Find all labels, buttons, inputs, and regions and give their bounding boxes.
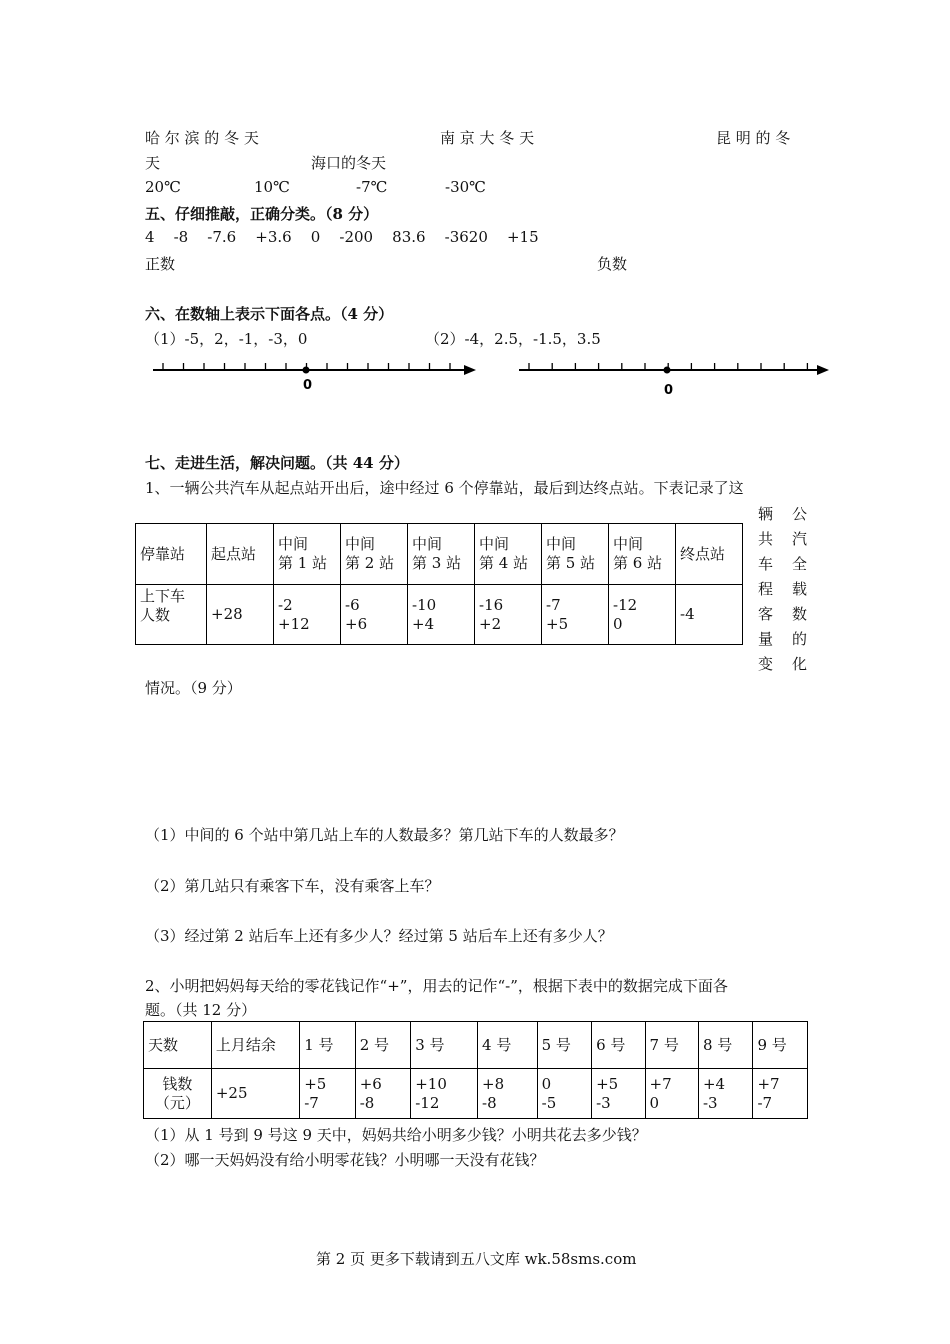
climate-label-haikou: 海口的冬天 (311, 154, 387, 172)
number-line-1 (153, 363, 476, 393)
section6-title: 六、在数轴上表示下面各点。（4 分） (145, 305, 394, 323)
problem1-side-text: 辆 公 共 汽 车 全 程 载 客 数 量 的 变 化 (758, 505, 808, 673)
section5-title: 五、仔细推敲，正确分类。（8 分） (145, 205, 379, 223)
climate-label-kunming: 昆 明 的 冬 (716, 129, 791, 147)
numberline-q1: （1）-5，2，-1，-3，0 (145, 330, 308, 348)
page-footer: 第 2 页 更多下载请到五八文库 wk.58sms.com (316, 1250, 637, 1268)
section7-title: 七、走进生活，解决问题。（共 44 分） (145, 454, 409, 472)
problem2-question-2: （2）哪一天妈妈没有给小明零花钱？小明哪一天没有花钱？ (145, 1151, 545, 1169)
origin-dot (303, 367, 310, 374)
temp-3: -7℃ (356, 178, 388, 196)
negative-label: 负数 (597, 255, 628, 273)
table-row: 停靠站 起点站 中间 第 1 站 中间 第 2 站 中间 第 3 站 中间 第 4 站 中间 第 5 站 中间 第 6 站 终点站 (136, 524, 743, 585)
positive-label: 正数 (145, 255, 176, 273)
section5-numbers: 4 -8 -7.6 +3.6 0 -200 83.6 -3620 +15 (145, 228, 539, 246)
table-row: 上下车 人数 +28 -2 +12 -6 +6 -10 +4 -16 +2 -7 +5 -12 0 -4 (136, 585, 743, 645)
money-table (143, 1021, 808, 1119)
zero-label-1: 0 (303, 378, 313, 393)
zero-label-2: 0 (664, 383, 674, 398)
number-lines (0, 0, 950, 420)
problem2-question-1: （1）从 1 号到 9 号这 9 天中，妈妈共给小明多少钱？小明共花去多少钱？ (145, 1126, 647, 1144)
problem2-text: 2、小明把妈妈每天给的零花钱记作“+”，用去的记作“-”，根据下表中的数据完成下面各 (145, 977, 728, 995)
arrow-icon (817, 365, 829, 375)
temp-4: -30℃ (445, 178, 486, 196)
climate-label-harbin: 哈 尔 滨 的 冬 天 (145, 129, 259, 147)
temp-2: 10℃ (254, 178, 290, 196)
problem1-question-1: （1）中间的 6 个站中第几站上车的人数最多？第几站下车的人数最多？ (145, 826, 624, 844)
temp-1: 20℃ (145, 178, 181, 196)
problem1-end: 情况。（9 分） (145, 679, 242, 697)
number-line-2 (519, 363, 829, 398)
table-row: 天数 上月结余 1 号 2 号 3 号 4 号 5 号 6 号 7 号 8 号 9 号 (144, 1022, 808, 1069)
problem1-question-3: （3）经过第 2 站后车上还有多少人？经过第 5 站后车上还有多少人？ (145, 927, 613, 945)
origin-dot (664, 367, 671, 374)
numberline-q2: （2）-4，2.5，-1.5，3.5 (425, 330, 601, 348)
problem2-text-cont: 题。（共 12 分） (145, 1001, 257, 1019)
arrow-icon (464, 365, 476, 375)
climate-label-nanjing: 南 京 大 冬 天 (440, 129, 535, 147)
problem1-text: 1、一辆公共汽车从起点站开出后，途中经过 6 个停靠站，最后到达终点站。下表记录了这 (145, 479, 744, 497)
bus-table (135, 523, 743, 645)
table-row: 钱数 （元） +25 +5 -7 +6 -8 +10 -12 +8 -8 0 -5 +5 -3 +7 0 +4 -3 +7 -7 (144, 1069, 808, 1119)
climate-label-kunming-cont: 天 (145, 154, 161, 172)
problem1-question-2: （2）第几站只有乘客下车，没有乘客上车？ (145, 877, 440, 895)
